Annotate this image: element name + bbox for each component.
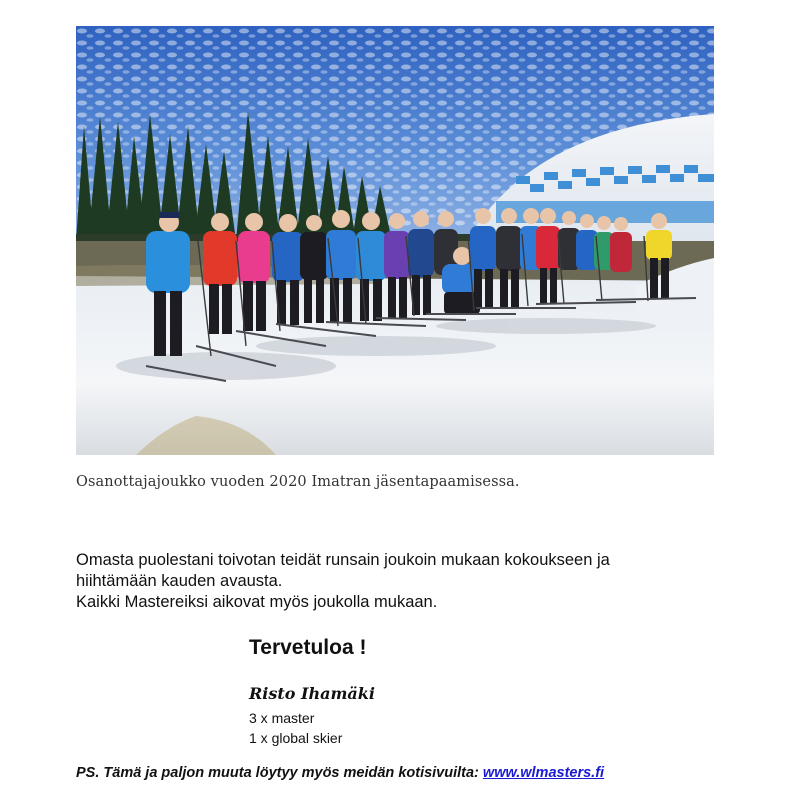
- signature-title-global: 1 x global skier: [249, 730, 343, 746]
- signature-titles: [249, 708, 342, 748]
- website-link[interactable]: www.wlmasters.fi: [482, 765, 605, 781]
- signature-name: Risto Ihamäki: [249, 684, 375, 703]
- signature-title-master: 3 x master: [249, 710, 315, 726]
- invitation-line-3: Kaikki Mastereiksi aikovat myös joukolla mukaan.: [76, 593, 438, 611]
- invitation-line-2: hiihtämään kauden avausta.: [76, 572, 283, 590]
- photo-caption: Osanottajajoukko vuoden 2020 Imatran jäsentapaamisessa.: [76, 474, 520, 490]
- group-photo-image: [76, 26, 714, 455]
- invitation-text: [76, 550, 736, 613]
- postscript: [76, 765, 604, 781]
- postscript-text: PS. Tämä ja paljon muuta löytyy myös meidän kotisivuilta:: [76, 765, 483, 781]
- group-photo: [76, 26, 714, 455]
- welcome-heading: Tervetuloa !: [249, 636, 367, 659]
- invitation-line-1: Omasta puolestani toivotan teidät runsain joukoin mukaan kokoukseen ja: [76, 551, 610, 569]
